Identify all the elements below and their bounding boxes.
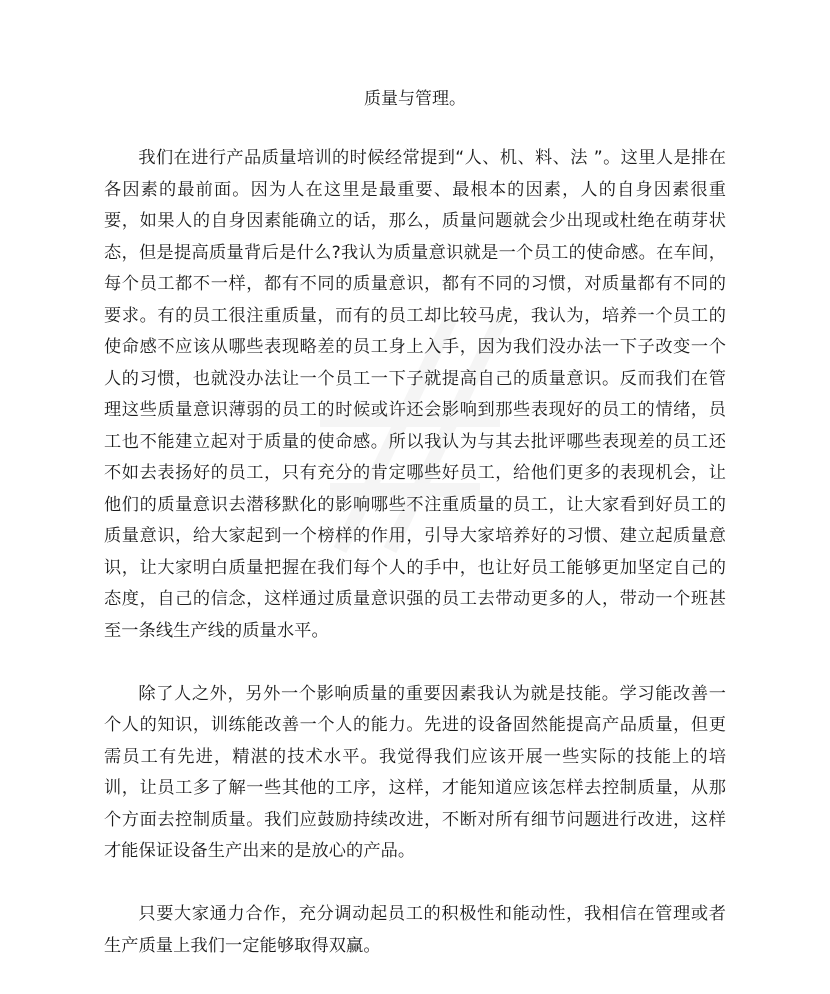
document-body bbox=[104, 143, 726, 994]
paragraph-skills-factor: 除了人之外，另外一个影响质量的重要因素我认为就是技能。学习能改善一个人的知识，训练能改善一个人的能力。先进的设备固然能提高产品质量，但更需员工有先进，精湛的技术水平。我觉得我们应该开展一些实际的技能上的培训，让员工多了解一些其他的工序，这样，才能知道应该怎样去控制质量，从那个方面去控制质量。我们应鼓励持续改进，不断对所有细节问题进行改进，这样才能保证设备生产出来的是放心的产品。 bbox=[104, 683, 726, 861]
paragraph-people-factor: 我们在进行产品质量培训的时候经常提到“人、机、料、法 ”。这里人是排在各因素的最前面。因为人在这里是最重要、最根本的因素，人的自身因素很重要，如果人的自身因素能确立的话，那么，质量问题就会少出现或杜绝在萌芽状态，但是提高质量背后是什么?我认为质量意识就是一个员工的使命感。在车间，每个员工都不一样，都有不同的质量意识，都有不同的习惯，对质量都有不同的要求。有的员工很注重质量，而有的员工却比较马虎，我认为，培养一个员工的使命感不应该从哪些表现略差的员工身上入手，因为我们没办法一下子改变一个人的习惯，也就没办法让一个员工一下子就提高自己的质量意识。反而我们在管理这些质量意识薄弱的员工的时候或许还会影响到那些表现好的员工的情绪，员工也不能建立起对于质量的使命感。所以我认为与其去批评哪些表现差的员工还不如去表扬好的员工，只有充分的肯定哪些好员工，给他们更多的表现机会，让他们的质量意识去潜移默化的影响哪些不注重质量的员工，让大家看到好员工的质量意识，给大家起到一个榜样的作用，引导大家培养好的习惯、建立起质量意识，让大家明白质量把握在我们每个人的手中，也让好员工能够更加坚定自己的态度，自己的信念，这样通过质量意识强的员工去带动更多的人，带动一个班甚至一条线生产线的质量水平。 bbox=[104, 148, 726, 641]
paragraph-conclusion: 只要大家通力合作，充分调动起员工的积极性和能动性，我相信在管理或者生产质量上我们一定能够取得双赢。 bbox=[104, 904, 726, 956]
document-title: 质量与管理。 bbox=[364, 89, 466, 109]
